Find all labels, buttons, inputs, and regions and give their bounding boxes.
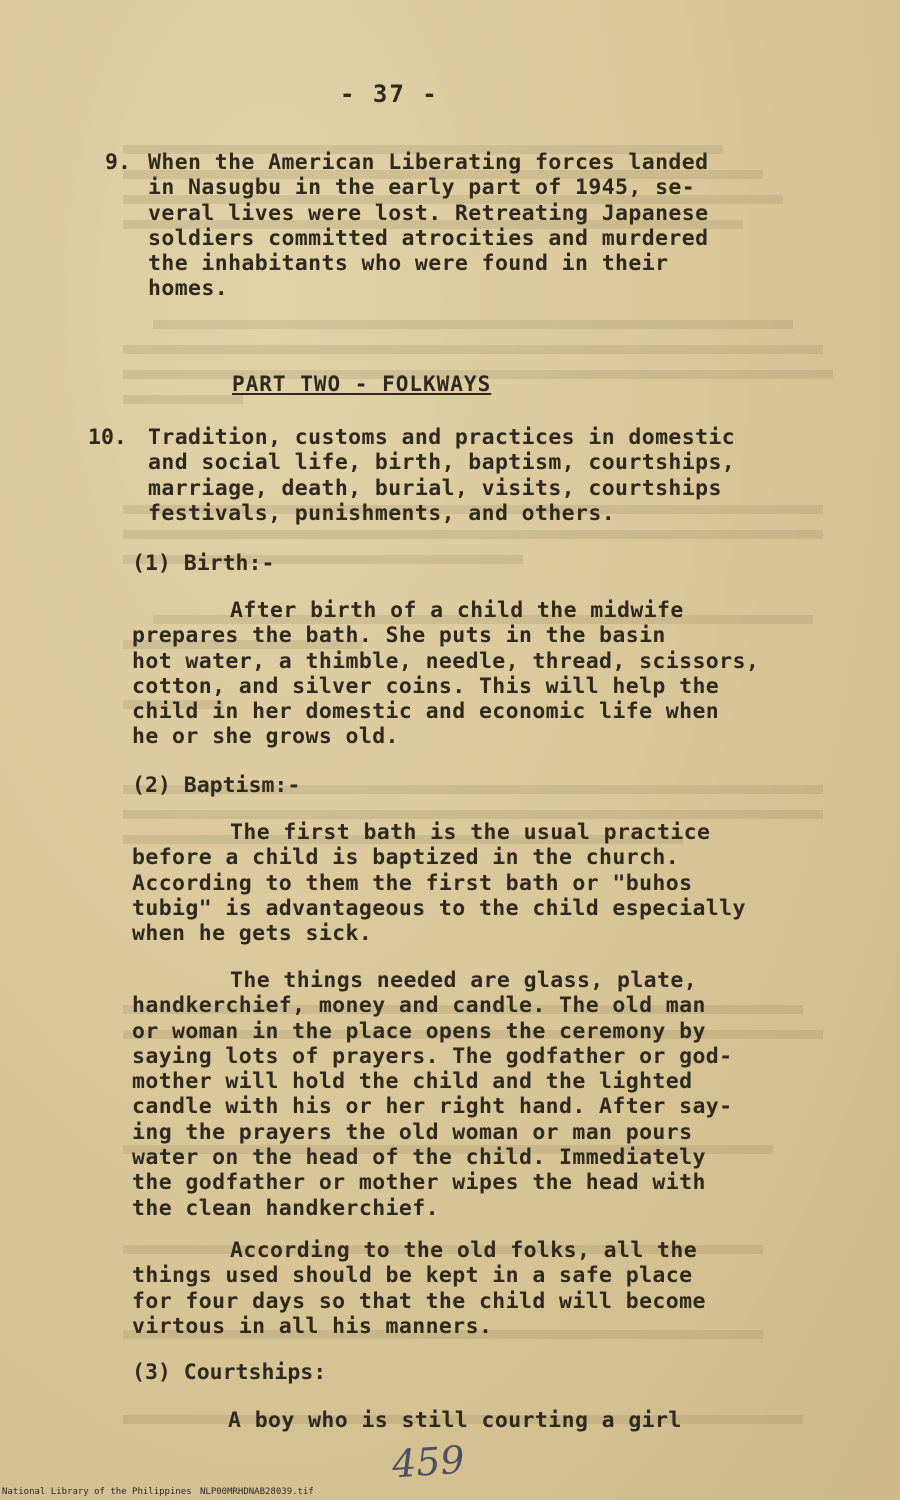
courtships-text: A boy who is still courting a girl <box>228 1408 682 1433</box>
section-10-number: 10. <box>88 425 127 450</box>
baptism-label: (2) Baptism:- <box>132 773 301 798</box>
section-10-text: Tradition, customs and practices in domestic and social life, birth, baptism, courtships, marriage, death, burial, visits, courtships festivals, punishments, and others. <box>148 425 736 526</box>
handwritten-page-number: 459 <box>390 1437 466 1487</box>
part-two-heading: PART TWO - FOLKWAYS <box>232 372 492 396</box>
baptism-paragraph-1: The first bath is the usual practice before a child is baptized in the church. According to them the first bath or "buhos tubig" is advantageous to the child especially when he gets sick. <box>132 820 746 947</box>
baptism-paragraph-2: The things needed are glass, plate, handkerchief, money and candle. The old man or woman in the place opens the ceremony by saying lots of prayers. The godfather or god- mother will hold the child and the lighted candle with his or her right hand. After say- ing the prayers the old woman or man pours water on the head of the child. Immediately the godfather or mother wipes the head with the clean handkerchief. <box>132 968 733 1221</box>
bleed-through-texture <box>90 120 870 1420</box>
footer-library: National Library of the Philippines <box>2 1487 192 1497</box>
birth-text: After birth of a child the midwife prepares the bath. She puts in the basin hot water, a thimble, needle, thread, scissors, cotton, and silver coins. This will help the child in her domestic and economic life when he or she grows old. <box>132 598 760 750</box>
courtships-label: (3) Courtships: <box>132 1360 327 1385</box>
section-9-text: When the American Liberating forces landed in Nasugbu in the early part of 1945, se- veral lives were lost. Retreating Japanese soldiers committed atrocities and murdered the inhabitants who were found in their homes. <box>148 150 709 302</box>
section-9-number: 9. <box>105 150 131 175</box>
footer-filename: NLP00MRHDNAB28039.tif <box>200 1487 314 1497</box>
birth-label: (1) Birth:- <box>132 551 275 576</box>
baptism-paragraph-3: According to the old folks, all the things used should be kept in a safe place for four days so that the child will become virtous in all his manners. <box>132 1238 706 1339</box>
page-number: - 37 - <box>340 80 439 108</box>
